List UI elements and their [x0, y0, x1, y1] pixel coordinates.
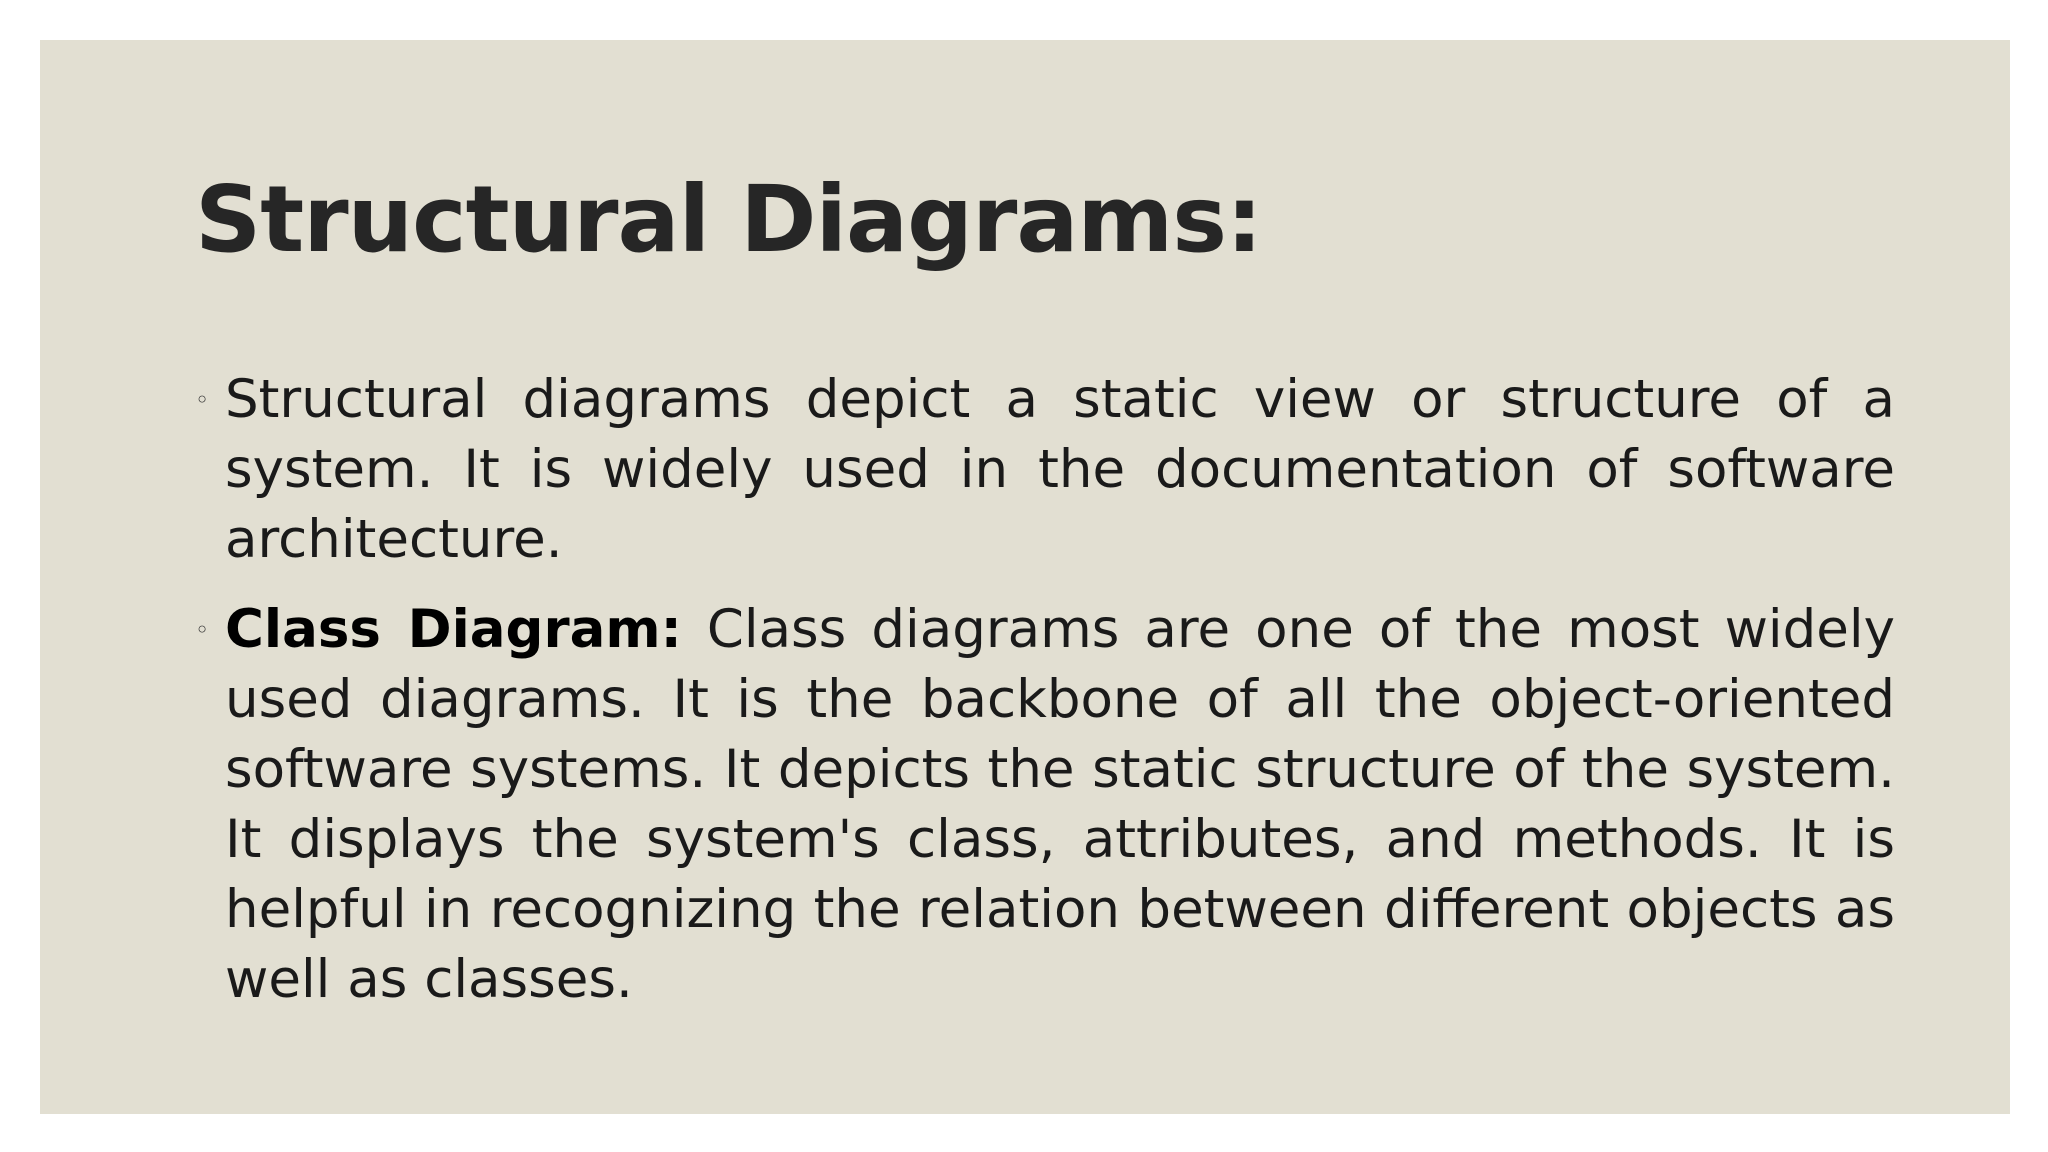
bullet-text: Class diagrams are one of the most widely used diagrams. It is the backbone of all the object-oriented software systems. It depicts the static structure of the system. It displays the system's class, attributes, and methods. It is helpful in recognizing the relation between different objects as well as classes. [225, 599, 1895, 1010]
bullet-text: Structural diagrams depict a static view or structure of a system. It is widely used in the documentation of software architecture. [225, 369, 1895, 570]
bullet-circle-icon: ◦ [195, 386, 210, 414]
slide-title: Structural Diagrams: [195, 166, 1262, 273]
bullet-list [195, 365, 1895, 1035]
bullet-circle-icon: ◦ [195, 616, 210, 644]
bullet-item-class-diagram [195, 595, 1895, 1015]
bullet-item-structural [195, 365, 1895, 575]
bullet-bold-term: Class Diagram: [225, 599, 682, 660]
slide [40, 40, 2010, 1114]
